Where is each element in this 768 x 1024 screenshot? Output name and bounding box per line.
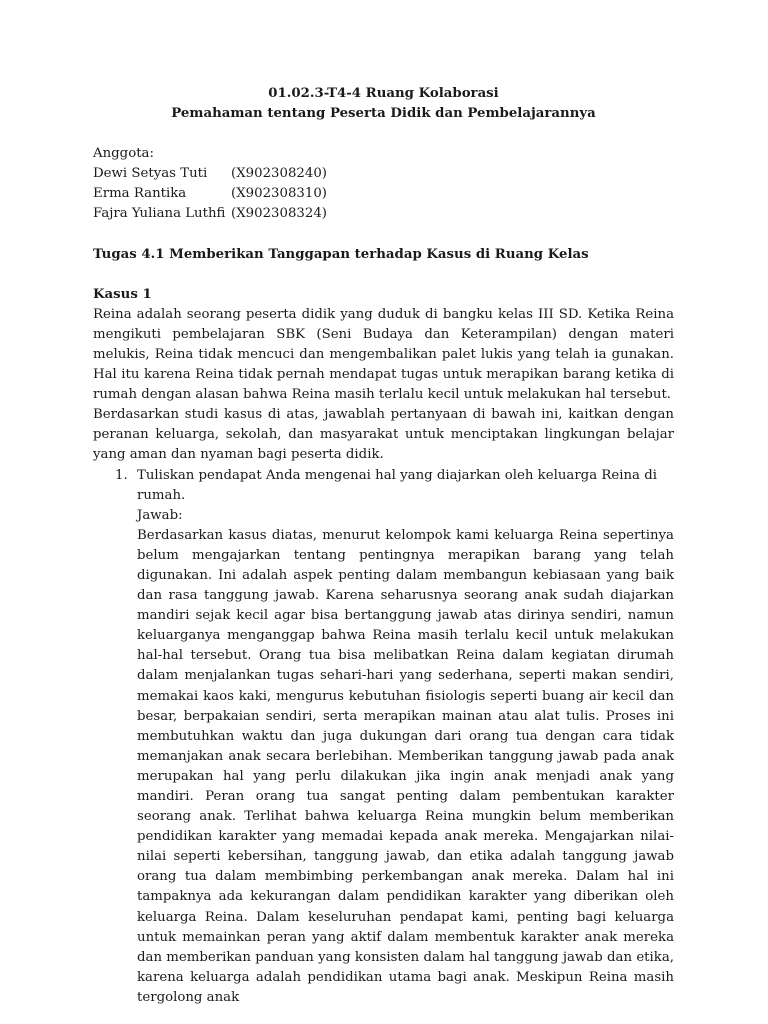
member-row xyxy=(93,184,674,204)
document-title-code: 01.02.3-T4-4 Ruang Kolaborasi xyxy=(268,86,499,101)
document-title: Pemahaman tentang Peserta Didik dan Pembelajarannya xyxy=(171,106,596,122)
member-id: (X902308324) xyxy=(231,206,327,222)
member-id: (X902308310) xyxy=(231,186,327,202)
instruction-paragraph: Berdasarkan studi kasus di atas, jawablah pertanyaan di bawah ini, kaitkan dengan peranan keluarga, sekolah, dan masyarakat untuk menciptakan lingkungan belajar yang aman dan nyaman bagi peserta didik. xyxy=(93,407,674,463)
answer-label: Jawab: xyxy=(137,507,183,523)
member-name: Fajra Yuliana Luthfi xyxy=(93,206,226,222)
question-number: 1. xyxy=(115,467,128,483)
question-list xyxy=(93,466,674,1009)
case-paragraph: Reina adalah seorang peserta didik yang duduk di bangku kelas III SD. Ketika Reina mengikuti pembelajaran SBK (Seni Budaya dan Keterampilan) dengan materi melukis, Reina tidak mencuci dan mengembalikan palet lukis yang telah ia gunakan. Hal itu karena Reina tidak pernah mendapat tugas untuk merapikan barang ketika di rumah dengan alasan bahwa Reina masih terlalu kecil untuk melakukan hal tersebut. xyxy=(93,306,674,403)
member-name: Dewi Setyas Tuti xyxy=(93,166,208,182)
member-row xyxy=(93,204,674,224)
spacer xyxy=(93,124,674,144)
member-row xyxy=(93,164,674,184)
answer-text: Berdasarkan kasus diatas, menurut kelompok kami keluarga Reina sepertinya belum mengajarkan tentang pentingnya merapikan barang yang telah digunakan. Ini adalah aspek penting dalam membangun kebiasaan yang baik dan rasa tanggung jawab. Karena seharusnya seorang anak sudah diajarkan mandiri sejak kecil agar bisa bertanggung jawab atas dirinya sendiri, namun keluarganya menganggap bahwa Reina masih terlalu kecil untuk melakukan hal-hal tersebut. Orang tua bisa melibatkan Reina dalam kegiatan dirumah dalam menjalankan tugas sehari-hari yang sederhana, seperti makan sendiri, memakai kaos kaki, mengurus kebutuhan fisiologis seperti buang air kecil dan besar, berpakaian sendiri, serta merapikan mainan atau alat tulis. Proses ini membutuhkan waktu dan juga dukungan dari orang tua dengan cara tidak memanjakan anak secara berlebihan. Memberikan tanggung jawab pada anak merupakan hal yang perlu dilakukan jika ingin anak menjadi anak yang mandiri. Peran orang tua sangat penting dalam pembentukan karakter seorang anak. Terlihat bahwa keluarga Reina mungkin belum memberikan pendidikan karakter yang memadai kepada anak mereka. Mengajarkan nilai-nilai seperti kebersihan, tanggung jawab, dan etika adalah tanggung jawab orang tua dalam membimbing perkembangan anak mereka. Dalam hal ini tampaknya ada kekurangan dalam pendidikan karakter yang diberikan oleh keluarga Reina. Dalam keseluruhan pendapat kami, penting bagi keluarga untuk memainkan peran yang aktif dalam membentuk karakter anak mereka dan memberikan panduan yang konsisten dalam hal tanggung jawab dan etika, karena keluarga adalah pendidikan utama bagi anak. Meskipun Reina masih tergolong anak xyxy=(137,527,674,1005)
question-item xyxy=(93,466,674,1009)
task-heading: Tugas 4.1 Memberikan Tanggapan terhadap Kasus di Ruang Kelas xyxy=(93,246,589,262)
question-text: Tuliskan pendapat Anda mengenai hal yang diajarkan oleh keluarga Reina di rumah. xyxy=(137,467,657,503)
member-list-label: Anggota: xyxy=(93,146,154,162)
member-id: (X902308240) xyxy=(231,166,327,182)
spacer xyxy=(93,265,674,285)
member-list xyxy=(93,144,674,224)
member-name: Erma Rantika xyxy=(93,186,187,202)
case-heading: Kasus 1 xyxy=(93,286,152,302)
spacer xyxy=(93,225,674,245)
